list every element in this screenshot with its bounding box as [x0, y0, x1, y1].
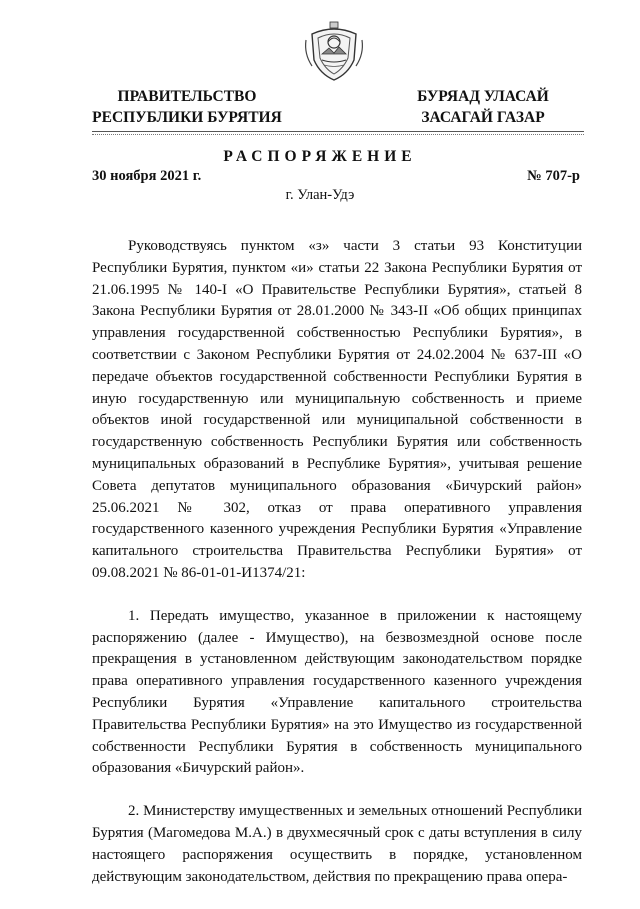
- paragraph-preamble: Руководствуясь пунктом «з» части 3 статьи 93 Конституции Республики Бурятия, пунктом «и» статьи 22 Закона Республики Бурятия от 21.06.1995 № 140-I «О Правительстве Республики Бурятия», статьей 8 Закона Республики Бурятия от 28.01.2000 № 343-II «Об общих принципах управления государственной собственностью Республики Бурятия», в соответствии с Законом Республики Бурятия от 24.02.2004 № 637-III «О передаче объектов государственной собственности Республики Бурятия в иную государственную или муниципальную собственность и приеме объектов иной государственной или муниципальной собственности в государственную собственность Республики Бурятия или собственность муниципальных образований в Республике Бурятия», учитывая решение Совета депутатов муниципального образования «Бичурский район» 25.06.2021 № 302, отказ от права оперативного управления государственного казенного учреждения Республики Бурятия «Управление капитального строительства Правительства Республики Бурятия» от 09.08.2021 № 86-01-01-И1374/21:: [92, 238, 582, 581]
- header-rule-dotted: [92, 134, 584, 135]
- header-right: [393, 86, 573, 128]
- document-title: РАСПОРЯЖЕНИЕ: [223, 148, 417, 165]
- document-city: г. Улан-Удэ: [285, 187, 355, 203]
- document-number: № 707-р: [527, 168, 580, 184]
- paragraph-2: 2. Министерству имущественных и земельных отношений Республики Бурятия (Магомедова М.А.) в двухмесячный срок с даты вступления в силу настоящего распоряжения осуществить в порядке, установленном действующим законодательством, действия по прекращению права опера-: [92, 803, 582, 885]
- coat-of-arms-emblem: [302, 20, 366, 82]
- government-name-bua-line2: ЗАСАГАЙ ГАЗАР: [421, 109, 545, 126]
- government-name-ru-line1: ПРАВИТЕЛЬСТВО: [117, 88, 257, 105]
- government-name-bua-line1: БУРЯАД УЛАСАЙ: [417, 88, 549, 105]
- document-body: [92, 236, 582, 909]
- paragraph-1: 1. Передать имущество, указанное в приложении к настоящему распоряжению (далее - Имущество), на безвозмездной основе после прекращения в установленном действующим законодательством порядке права оперативного управления государственного казенного учреждения Республики Бурятия «Управление капитального строительства Правительства Республики Бурятия» на это Имущество из государственной собственности Республики Бурятия в собственность муниципального образования «Бичурский район».: [92, 607, 582, 777]
- header-rule: [92, 131, 584, 132]
- header-left: [82, 86, 292, 128]
- document-date: 30 ноября 2021 г.: [92, 168, 202, 184]
- government-name-ru-line2: РЕСПУБЛИКИ БУРЯТИЯ: [92, 109, 282, 126]
